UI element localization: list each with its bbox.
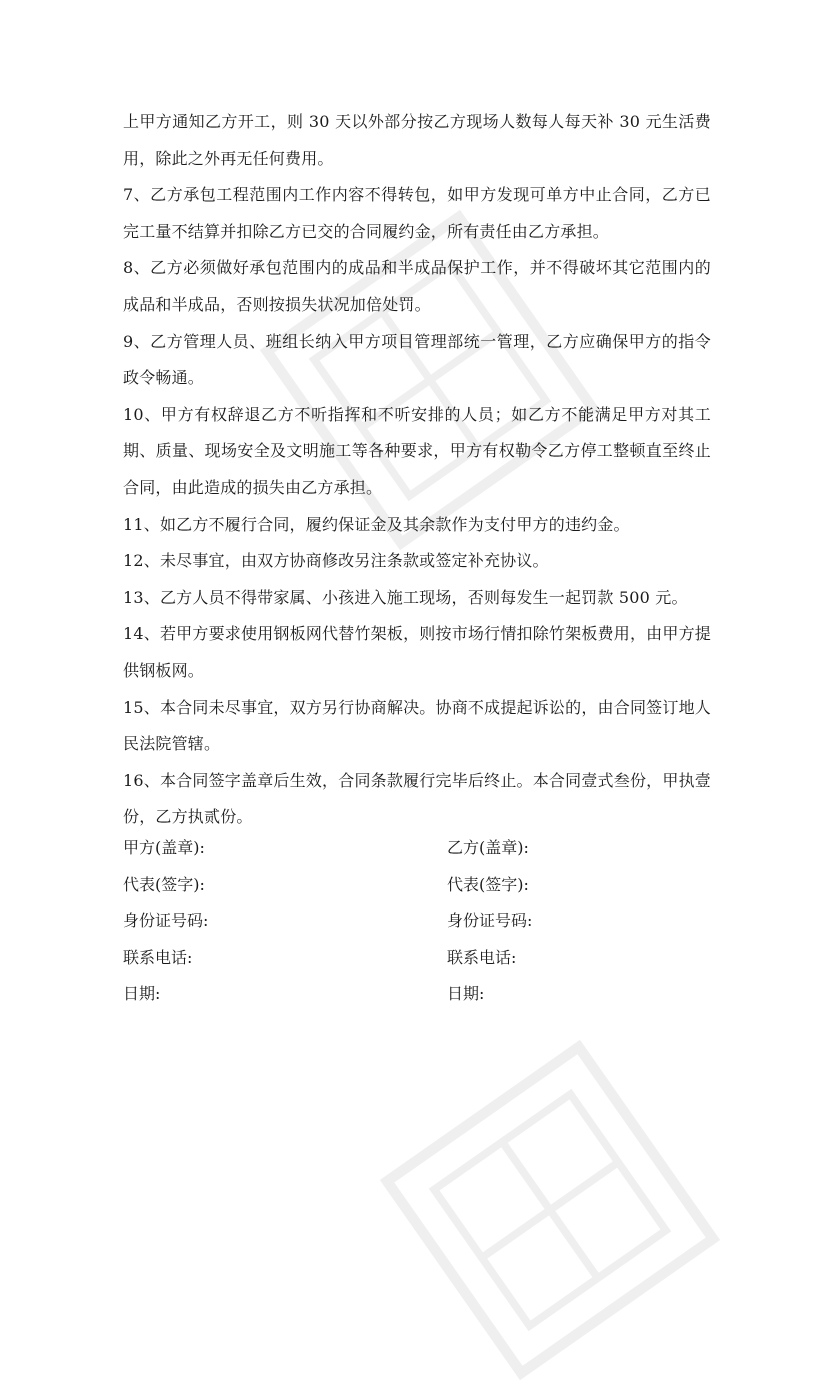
party-b-representative-label: 代表(签字):: [447, 874, 529, 894]
signature-row-phone: [123, 940, 723, 977]
clause-10: 10、甲方有权辞退乙方不听指挥和不听安排的人员；如乙方不能满足甲方对其工期、质量、现场安全及文明施工等各种要求，甲方有权勒令乙方停工整顿直至终止合同，由此造成的损失由乙方承担。: [123, 404, 711, 497]
party-a-id-number-label: 身份证号码:: [123, 911, 209, 931]
party-b-seal-label: 乙方(盖章):: [447, 838, 529, 857]
clause-9: 9、乙方管理人员、班组长纳入甲方项目管理部统一管理，乙方应确保甲方的指令政令畅通。: [123, 331, 711, 388]
party-a-date-label: 日期:: [123, 984, 161, 1004]
party-a-representative-label: 代表(签字):: [123, 874, 205, 894]
clause-16: 16、本合同签字盖章后生效，合同条款履行完毕后终止。本合同壹式叁份，甲执壹份，乙方执贰份。: [123, 770, 711, 827]
clause-8: 8、乙方必须做好承包范围内的成品和半成品保护工作，并不得破坏其它范围内的成品和半成品，否则按损失状况加倍处罚。: [123, 258, 711, 314]
party-a-phone-label: 联系电话:: [123, 947, 193, 967]
signature-row-id-number: [123, 903, 723, 940]
signature-block: [123, 830, 723, 1013]
watermark-icon: [369, 1029, 731, 1391]
signature-row-date: [123, 976, 723, 1013]
clause-13: 13、乙方人员不得带家属、小孩进入施工现场，否则每发生一起罚款 500 元。: [123, 587, 688, 607]
party-a-seal-label: 甲方(盖章):: [123, 838, 205, 857]
party-b-date-label: 日期:: [447, 984, 485, 1004]
clause-15: 15、本合同未尽事宜，双方另行协商解决。协商不成提起诉讼的，由合同签订地人民法院管辖。: [123, 697, 711, 754]
clause-7: 7、乙方承包工程范围内工作内容不得转包，如甲方发现可单方中止合同，乙方已完工量不结算并扣除乙方已交的合同履约金，所有责任由乙方承担。: [123, 185, 711, 241]
clause-12: 12、未尽事宜，由双方协商修改另注条款或签定补充协议。: [123, 551, 549, 571]
party-b-phone-label: 联系电话:: [447, 947, 517, 967]
clause-11: 11、如乙方不履行合同，履约保证金及其余款作为支付甲方的违约金。: [123, 514, 630, 534]
signature-row-seal: [123, 830, 723, 867]
clause-14: 14、若甲方要求使用钢板网代替竹架板，则按市场行情扣除竹架板费用，由甲方提供钢板网。: [123, 624, 711, 680]
clause-continuation: 上甲方通知乙方开工，则 30 天以外部分按乙方现场人数每人每天补 30 元生活费用，除此之外再无任何费用。: [123, 112, 711, 168]
party-b-id-number-label: 身份证号码:: [447, 911, 533, 931]
signature-row-representative: [123, 867, 723, 904]
contract-clauses: [123, 104, 711, 836]
